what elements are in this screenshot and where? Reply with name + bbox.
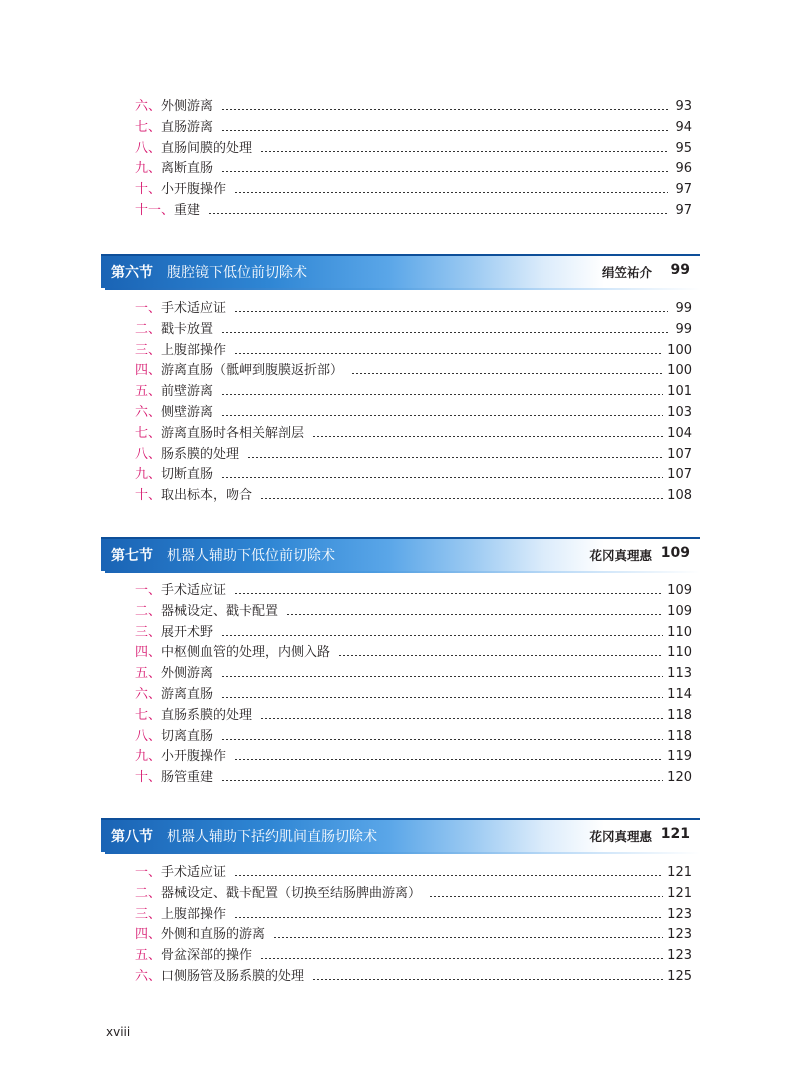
dot-leader	[234, 593, 663, 594]
dot-leader	[234, 875, 663, 876]
section-header[interactable]	[101, 818, 700, 855]
entry-number: 二、	[135, 885, 162, 901]
toc-entry[interactable]	[135, 200, 692, 221]
entry-number: 五、	[135, 384, 162, 400]
toc-entry[interactable]	[135, 883, 692, 904]
section-title	[111, 545, 335, 565]
dot-leader	[338, 655, 663, 656]
toc-entry[interactable]	[135, 622, 692, 643]
dot-leader	[221, 635, 663, 636]
entry-page-number: 119	[667, 749, 692, 765]
entry-number: 六、	[135, 687, 162, 702]
entry-page-number: 100	[667, 342, 692, 358]
dot-leader	[221, 477, 663, 478]
entry-title: 外侧游离	[161, 99, 214, 114]
dot-leader	[234, 353, 663, 354]
dot-leader	[221, 109, 668, 110]
dot-leader	[286, 614, 663, 615]
entry-page-number: 113	[667, 666, 692, 682]
entry-page-number: 109	[667, 603, 692, 619]
entry-number: 二、	[135, 603, 162, 619]
entry-number: 五、	[135, 948, 162, 964]
toc-entry[interactable]	[135, 966, 692, 987]
section-title	[111, 826, 377, 846]
dot-leader	[312, 436, 663, 437]
toc-entry[interactable]	[135, 924, 692, 945]
toc-entry[interactable]	[135, 360, 692, 381]
entry-title: 游离直肠（骶岬到腹膜返折部）	[161, 363, 344, 379]
entry-page-number: 99	[675, 301, 692, 316]
entry-number: 四、	[135, 363, 162, 379]
section-header-rule	[105, 852, 700, 854]
entry-page-number: 114	[667, 687, 692, 702]
entry-number: 十、	[135, 488, 162, 504]
toc-entry[interactable]	[135, 746, 692, 767]
entry-number: 十一、	[135, 203, 175, 218]
entry-page-number: 93	[675, 99, 692, 114]
dot-leader	[221, 780, 663, 781]
entry-number: 九、	[135, 467, 162, 483]
dot-leader	[273, 937, 663, 938]
entry-page-number: 108	[667, 488, 692, 504]
entry-number: 八、	[135, 140, 162, 156]
entry-page-number: 107	[667, 446, 692, 462]
section-header-rule	[105, 288, 700, 290]
toc-entry[interactable]	[135, 705, 692, 726]
entry-page-number: 110	[667, 645, 692, 661]
toc-entry[interactable]	[135, 767, 692, 788]
entry-number: 十、	[135, 182, 162, 198]
entry-title: 展开术野	[161, 624, 214, 640]
entry-number: 八、	[135, 446, 162, 462]
entry-number: 六、	[135, 969, 162, 984]
entry-page-number: 95	[675, 140, 692, 156]
dot-leader	[208, 213, 668, 214]
dot-leader	[234, 917, 663, 918]
dot-leader	[429, 896, 663, 897]
dot-leader	[221, 130, 668, 131]
entry-title: 前壁游离	[161, 384, 214, 400]
entry-title: 器械设定、戳卡配置（切换至结肠脾曲游离）	[161, 885, 422, 901]
toc-entry[interactable]	[135, 464, 692, 485]
page-number: xviii	[106, 1025, 131, 1039]
toc-entry[interactable]	[135, 423, 692, 444]
entry-page-number: 123	[667, 906, 692, 922]
toc-entry[interactable]	[135, 381, 692, 402]
entry-page-number: 100	[667, 363, 692, 379]
entry-number: 二、	[135, 321, 162, 337]
entry-page-number: 96	[675, 161, 692, 177]
entry-title: 口侧肠管及肠系膜的处理	[161, 969, 305, 984]
toc-entry[interactable]	[135, 601, 692, 622]
entry-page-number: 123	[667, 927, 692, 943]
toc-entry[interactable]	[135, 96, 692, 117]
entry-title: 外侧和直肠的游离	[161, 927, 266, 943]
toc-entry[interactable]	[135, 402, 692, 423]
entry-number: 三、	[135, 906, 162, 922]
entry-page-number: 103	[667, 405, 692, 420]
entry-page-number: 120	[667, 770, 692, 786]
entry-title: 戳卡放置	[161, 321, 214, 337]
dot-leader	[221, 676, 663, 677]
entry-title: 上腹部操作	[161, 342, 227, 358]
entry-page-number: 107	[667, 467, 692, 483]
toc-entry[interactable]	[135, 642, 692, 663]
dot-leader	[260, 151, 668, 152]
entry-title: 游离直肠	[161, 687, 214, 702]
toc-entry[interactable]	[135, 580, 692, 601]
toc-entry[interactable]	[135, 444, 692, 465]
section-title-text: 腹腔镜下低位前切除术	[167, 265, 307, 281]
entry-number: 一、	[135, 583, 162, 598]
section-author: 花冈真理惠	[589, 548, 652, 563]
toc-entry[interactable]	[135, 904, 692, 925]
entry-number: 六、	[135, 99, 162, 114]
entry-number: 八、	[135, 728, 162, 744]
toc-entry[interactable]	[135, 138, 692, 159]
entry-page-number: 97	[675, 203, 692, 218]
entry-page-number: 97	[675, 182, 692, 198]
dot-leader	[221, 739, 663, 740]
entry-number: 一、	[135, 301, 162, 316]
entry-title: 直肠间膜的处理	[161, 140, 253, 156]
entry-title: 骨盆深部的操作	[161, 948, 253, 964]
dot-leader	[351, 373, 663, 374]
dot-leader	[247, 457, 663, 458]
entry-title: 外侧游离	[161, 666, 214, 682]
entry-number: 七、	[135, 119, 162, 135]
entry-number: 一、	[135, 865, 162, 880]
entry-title: 直肠系膜的处理	[161, 707, 253, 723]
entry-page-number: 94	[675, 119, 692, 135]
entry-page-number: 99	[675, 321, 692, 337]
entry-number: 五、	[135, 666, 162, 682]
toc-entry[interactable]	[135, 663, 692, 684]
entry-number: 七、	[135, 707, 162, 723]
toc-entry[interactable]	[135, 945, 692, 966]
entry-title: 肠系膜的处理	[161, 446, 240, 462]
entry-title: 侧壁游离	[161, 405, 214, 420]
entry-title: 小开腹操作	[161, 182, 227, 198]
section-header[interactable]	[101, 537, 700, 574]
toc-entry[interactable]	[135, 485, 692, 506]
dot-leader	[260, 718, 663, 719]
entry-title: 离断直肠	[161, 161, 214, 177]
entry-page-number: 125	[667, 969, 692, 984]
section-header[interactable]	[101, 254, 700, 291]
entry-title: 游离直肠时各相关解剖层	[161, 425, 305, 441]
entry-number: 六、	[135, 405, 162, 420]
entry-number: 七、	[135, 425, 162, 441]
entry-number: 九、	[135, 161, 162, 177]
section-title-text: 机器人辅助下低位前切除术	[167, 548, 335, 564]
section-author: 绢笠祐介	[601, 265, 652, 280]
entry-title: 取出标本，吻合	[161, 488, 253, 504]
entry-number: 三、	[135, 342, 162, 358]
entry-title: 手术适应证	[161, 301, 227, 316]
section-header-rule	[105, 571, 700, 573]
entry-number: 四、	[135, 927, 162, 943]
entry-page-number: 109	[667, 583, 692, 598]
dot-leader	[221, 332, 668, 333]
entry-number: 三、	[135, 624, 162, 640]
toc-entry[interactable]	[135, 684, 692, 705]
section-page-number: 121	[660, 826, 690, 842]
dot-leader	[234, 311, 668, 312]
toc-entry[interactable]	[135, 179, 692, 200]
dot-leader	[234, 192, 668, 193]
section-title	[111, 262, 307, 282]
dot-leader	[221, 415, 663, 416]
entry-title: 重建	[174, 203, 201, 218]
entry-page-number: 121	[667, 865, 692, 880]
entry-page-number: 104	[667, 425, 692, 441]
entry-page-number: 118	[667, 707, 692, 723]
dot-leader	[312, 979, 663, 980]
section-number: 第六节	[111, 265, 153, 281]
entry-number: 十、	[135, 770, 162, 786]
entry-number: 九、	[135, 749, 162, 765]
entry-title: 器械设定、戳卡配置	[161, 603, 279, 619]
entry-page-number: 121	[667, 885, 692, 901]
entry-page-number: 110	[667, 624, 692, 640]
entry-title: 小开腹操作	[161, 749, 227, 765]
entry-page-number: 123	[667, 948, 692, 964]
toc-entry[interactable]	[135, 158, 692, 179]
toc-entry[interactable]	[135, 117, 692, 138]
entry-title: 中枢侧血管的处理，内侧入路	[161, 645, 331, 661]
entry-title: 手术适应证	[161, 583, 227, 598]
entry-title: 直肠游离	[161, 119, 214, 135]
entry-number: 四、	[135, 645, 162, 661]
section-number: 第七节	[111, 548, 153, 564]
section-title-text: 机器人辅助下括约肌间直肠切除术	[167, 829, 377, 845]
dot-leader	[221, 394, 663, 395]
dot-leader	[234, 759, 663, 760]
section-page-number: 99	[670, 262, 690, 278]
section-number: 第八节	[111, 829, 153, 845]
toc-entry[interactable]	[135, 298, 692, 319]
section-page-number: 109	[660, 545, 690, 561]
entry-title: 切离直肠	[161, 728, 214, 744]
entry-title: 肠管重建	[161, 770, 214, 786]
entry-title: 上腹部操作	[161, 906, 227, 922]
entry-title: 切断直肠	[161, 467, 214, 483]
dot-leader	[260, 498, 663, 499]
entry-title: 手术适应证	[161, 865, 227, 880]
toc-entry[interactable]	[135, 319, 692, 340]
dot-leader	[221, 171, 668, 172]
dot-leader	[260, 958, 663, 959]
dot-leader	[221, 697, 663, 698]
entry-page-number: 118	[667, 728, 692, 744]
toc-entry[interactable]	[135, 340, 692, 361]
toc-entry[interactable]	[135, 726, 692, 747]
entry-page-number: 101	[667, 384, 692, 400]
section-author: 花冈真理惠	[589, 829, 652, 844]
toc-entry[interactable]	[135, 862, 692, 883]
